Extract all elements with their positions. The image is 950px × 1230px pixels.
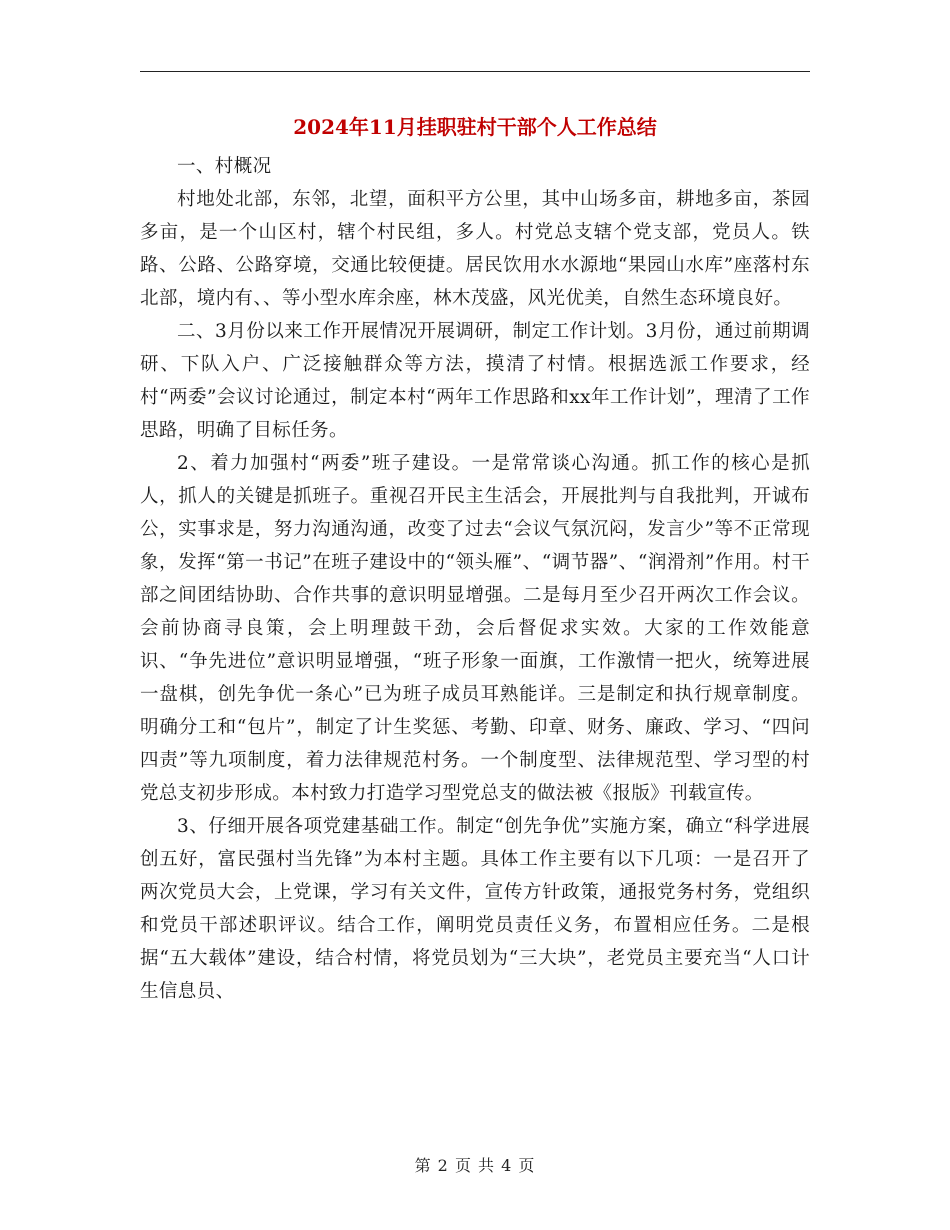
header-rule [140,71,810,72]
paragraph-work-plan: 二、3月份以来工作开展情况开展调研，制定工作计划。3月份，通过前期调研、下队入户、广泛接触群众等方法，摸清了村情。根据选派工作要求，经村“两委”会议讨论通过，制定本村“两年工作思路和xx年工作计划”，理清了工作思路，明确了目标任务。 [140,321,810,441]
document-body [140,150,810,1008]
document-title: 2024年11月挂职驻村干部个人工作总结 [293,115,657,139]
paragraph-party-building: 3、仔细开展各项党建基础工作。制定“创先争优”实施方案，确立“科学进展创五好，富民强村当先锋”为本村主题。具体工作主要有以下几项：一是召开了两次党员大会，上党课，学习有关文件，宣传方针政策，通报党务村务，党组织和党员干部述职评议。结合工作，阐明党员责任义务，布置相应任务。二是根据“五大载体”建设，结合村情，将党员划为“三大块”，老党员主要充当“人口计生信息员、 [140,816,810,1002]
page-number: 第 2 页 共 4 页 [414,1156,536,1175]
paragraph-team-building: 2、着力加强村“两委”班子建设。一是常常谈心沟通。抓工作的核心是抓人，抓人的关键是抓班子。重视召开民主生活会，开展批判与自我批判，开诚布公，实事求是，努力沟通沟通，改变了过去“会议气氛沉闷，发言少”等不正常现象，发挥“第一书记”在班子建设中的“领头雁”、“调节器”、“润滑剂”作用。村干部之间团结协助、合作共事的意识明显增强。二是每月至少召开两次工作会议。会前协商寻良策，会上明理鼓干劲，会后督促求实效。大家的工作效能意识、“争先进位”意识明显增强，“班子形象一面旗，工作激情一把火，统筹进展一盘棋，创先争优一条心”已为班子成员耳熟能详。三是制定和执行规章制度。明确分工和“包片”，制定了计生奖惩、考勤、印章、财务、廉政、学习、“四问四责”等九项制度，着力法律规范村务。一个制度型、法律规范型、学习型的村党总支初步形成。本村致力打造学习型党总支的做法被《报版》刊载宣传。 [140,453,810,804]
paragraph-village-overview: 村地处北部，东邻，北望，面积平方公里，其中山场多亩，耕地多亩，茶园多亩，是一个山区村，辖个村民组，多人。村党总支辖个党支部，党员人。铁路、公路、公路穿境，交通比较便捷。居民饮用水水源地“果园山水库”座落村东北部，境内有、、等小型水库余座，林木茂盛，风光优美，自然生态环境良好。 [140,189,810,309]
section-heading-village-overview: 一、村概况 [177,156,272,177]
